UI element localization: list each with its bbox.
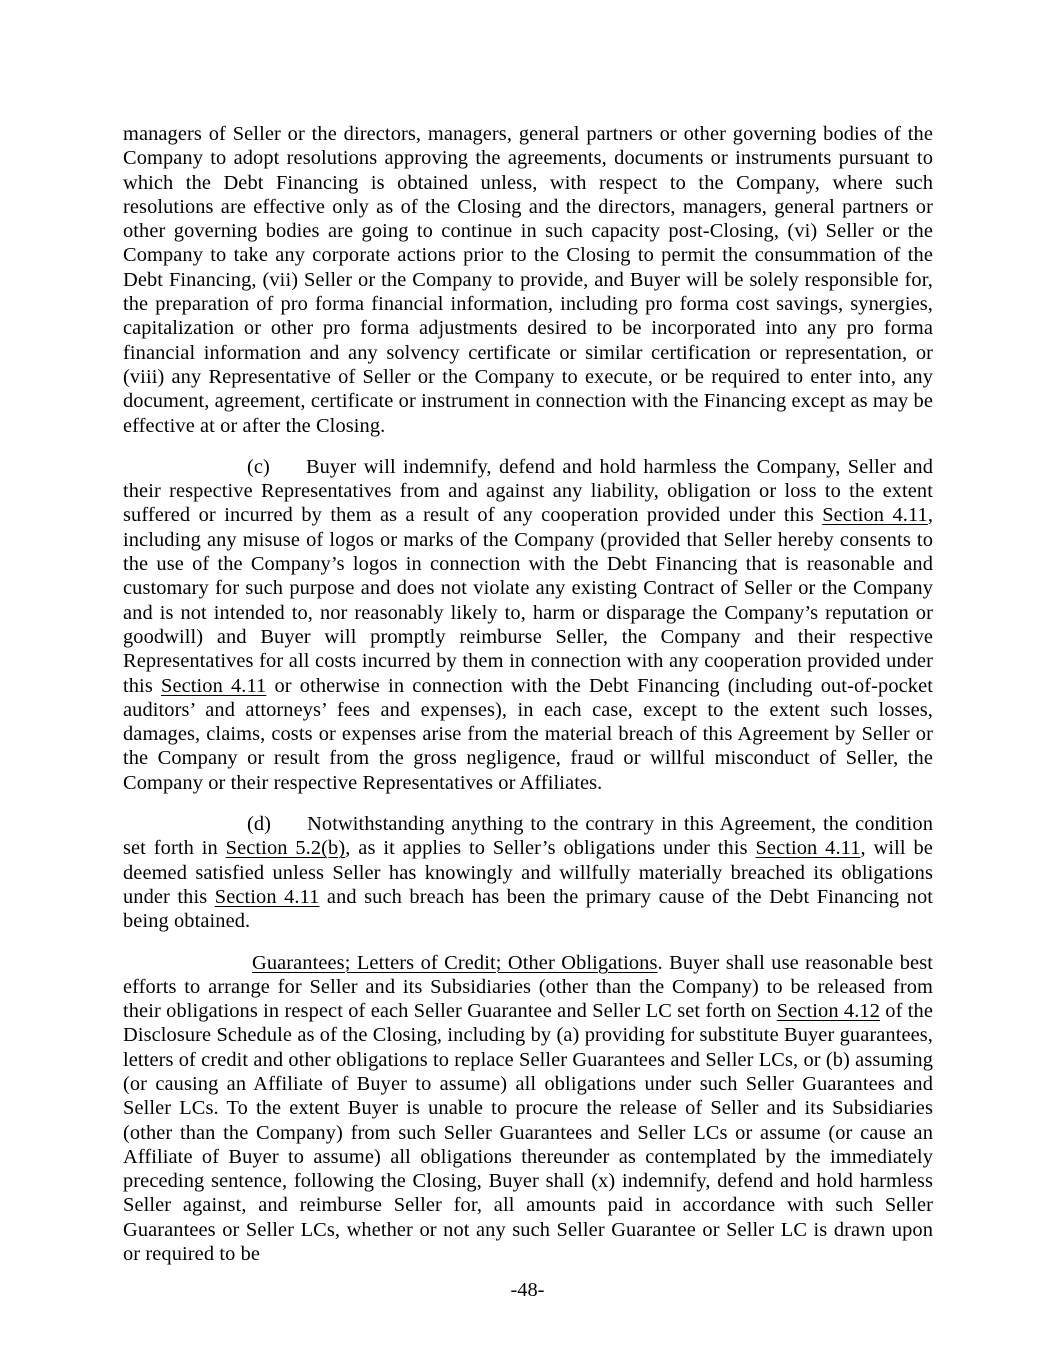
text-run: , as it applies to Seller’s obligations under this bbox=[345, 837, 756, 860]
text-run: (d) bbox=[247, 813, 272, 836]
continuation-paragraph bbox=[123, 122, 933, 438]
document-body bbox=[123, 122, 933, 1283]
section-reference: Section 4.11 bbox=[214, 885, 320, 908]
text-run: managers of Seller or the directors, managers, general partners or other governing bodies of the Company to adopt resolutions approving the agreements, documents or instruments pursuant to which the Debt Financing is obtained unless, with respect to the Company, where such resolutions are effective only as of the Closing and the directors, managers, general partners or other governing bodies are going to continue in such capacity post-Closing, (vi) Seller or the Company to take any corporate actions prior to the Closing to permit the consummation of the Debt Financing, (vii) Seller or the Company to provide, and Buyer will be solely responsible for, the preparation of pro forma financial information, including pro forma cost savings, synergies, capitalization or other pro forma adjustments desired to be incorporated into any pro forma financial information and any solvency certificate or similar certification or representation, or (viii) any Representative of Seller or the Company to execute, or be required to enter into, any document, agreement, certificate or instrument in connection with the Financing except as may be effective at or after the Closing. bbox=[123, 123, 933, 437]
text-run: Notwithstanding anything to the contrary in this Agreement, the condition set forth in bbox=[123, 813, 933, 860]
text-run: , will be deemed satisfied unless Seller has knowingly and willfully materially breached its obligations under this bbox=[123, 837, 933, 908]
section-reference: Section 4.11 bbox=[822, 504, 928, 527]
text-run: of the Disclosure Schedule as of the Closing, including by (a) providing for substitute Buyer guarantees, letters of credit and other obligations to replace Seller Guarantees and Seller LCs, or (b) assuming (or causing an Affiliate of Buyer to assume) all obligations under such Seller Guarantees and Seller LCs. To the extent Buyer is unable to procure the release of Seller and its Subsidiaries (other than the Company) from such Seller Guarantees and Seller LCs or assume (or cause an Affiliate of Buyer to assume) all obligations thereunder as contemplated by the immediately preceding sentence, following the Closing, Buyer shall (x) indemnify, defend and hold harmless Seller against, and reimburse Seller for, all amounts paid in accordance with such Seller Guarantees or Seller LCs, whether or not any such Seller Guarantee or Seller LC is drawn upon or required to be bbox=[123, 1000, 933, 1266]
text-run: . Buyer shall use reasonable best efforts to arrange for Seller and its Subsidiaries (other than the Company) to be released from their obligations in respect of each Seller Guarantee and Seller LC set forth on bbox=[123, 951, 933, 1023]
text-run: (c) bbox=[247, 455, 270, 478]
section-reference: Section 5.2(b) bbox=[225, 837, 346, 860]
subsection-c-paragraph bbox=[123, 455, 933, 795]
text-run: Buyer will indemnify, defend and hold harmless the Company, Seller and their respective Representatives from and against any liability, obligation or loss to the extent suffered or incurred by them as a result of any cooperation provided under this bbox=[123, 455, 933, 527]
section-reference: Section 4.11 bbox=[161, 674, 267, 697]
text-run: , including any misuse of logos or marks of the Company (provided that Seller hereby consents to the use of the Company’s logos in connection with the Debt Financing that is reasonable and customary for such purpose and does not violate any existing Contract of Seller or the Company and is not intended to, nor reasonably likely to, harm or disparage the Company’s reputation or goodwill) and Buyer will promptly reimburse Seller, the Company and their respective Representatives for all costs incurred by them in connection with any cooperation provided under this bbox=[123, 504, 934, 697]
text-run: and such breach has been the primary cause of the Debt Financing not being obtained. bbox=[123, 885, 934, 933]
subsection-d-paragraph bbox=[123, 812, 933, 933]
guarantees-paragraph bbox=[123, 951, 933, 1267]
section-reference: Section 4.11 bbox=[755, 837, 861, 860]
section-reference: Section 4.12 bbox=[776, 1000, 881, 1023]
page-number: -48- bbox=[510, 1279, 545, 1301]
section-reference: Guarantees; Letters of Credit; Other Obligations bbox=[252, 951, 658, 974]
text-run: or otherwise in connection with the Debt Financing (including out-of-pocket auditors’ and attorneys’ fees and expenses), in each case, except to the extent such losses, damages, claims, costs or expenses arise from the material breach of this Agreement by Seller or the Company or result from the gross negligence, fraud or willful misconduct of Seller, the Company or their respective Representatives or Affiliates. bbox=[123, 674, 933, 794]
